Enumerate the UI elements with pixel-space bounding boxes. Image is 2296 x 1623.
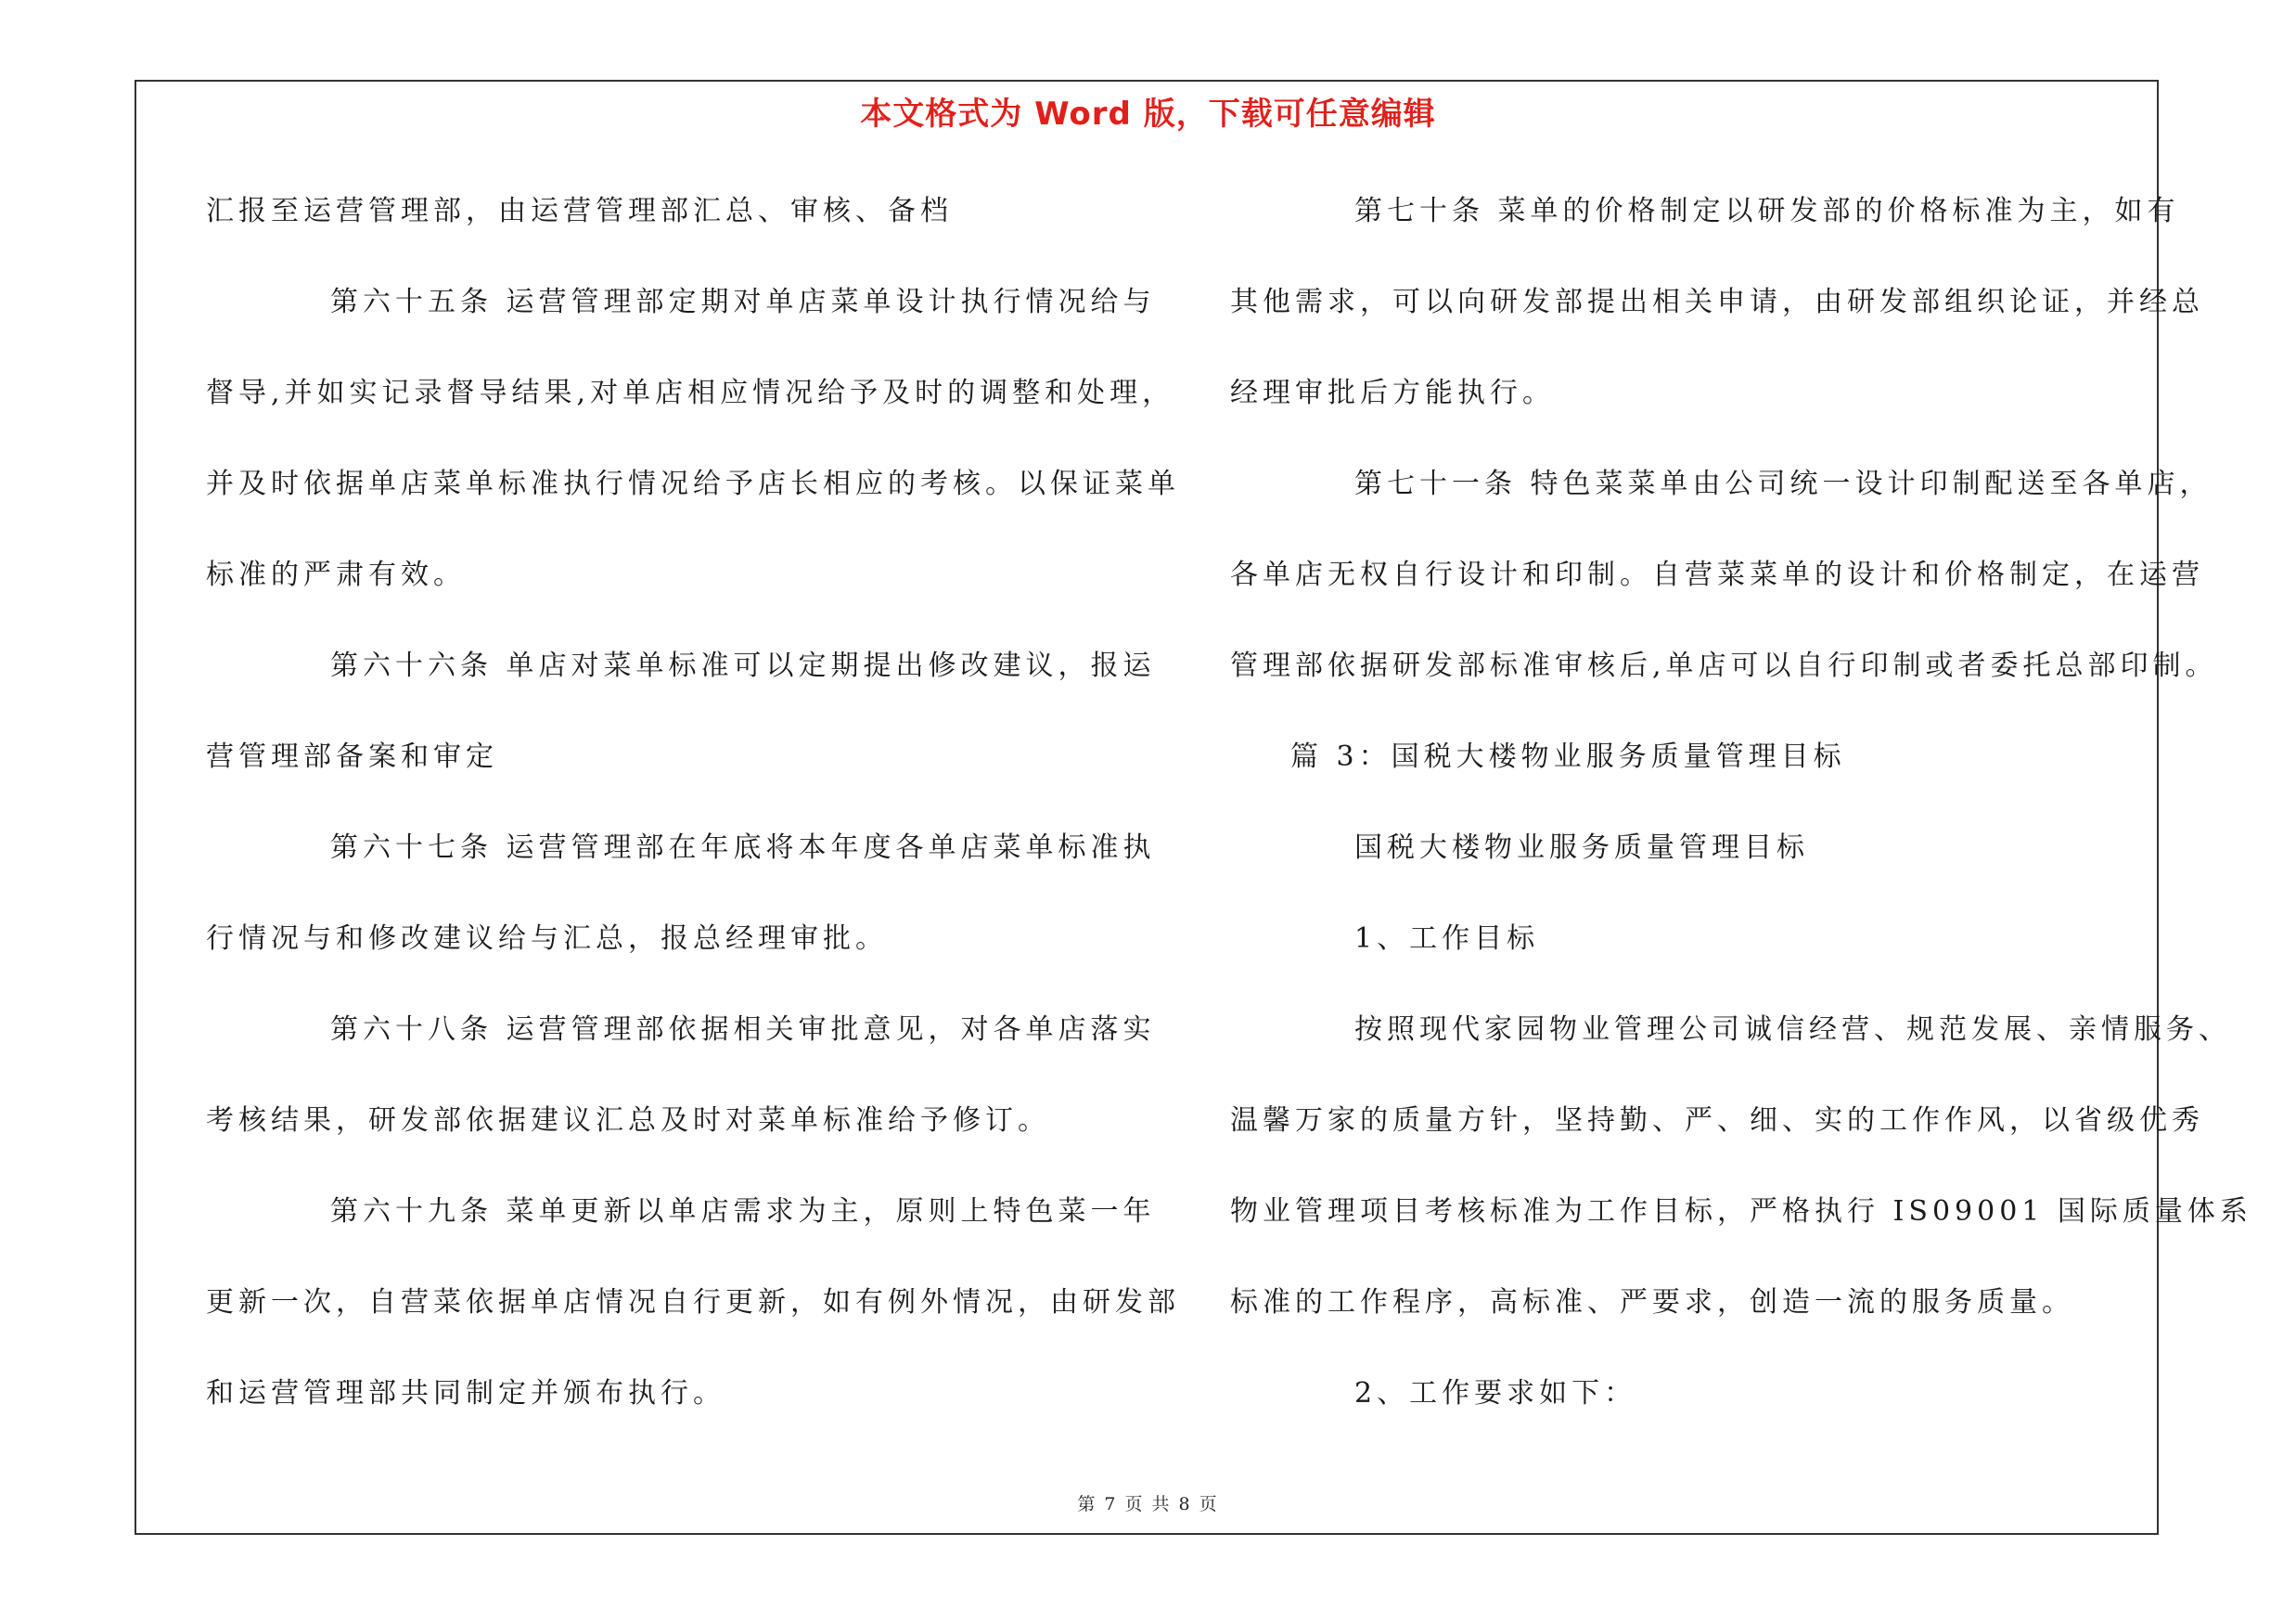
paragraph-line: 第六十六条 单店对菜单标准可以定期提出修改建议，报运 xyxy=(330,650,1156,682)
paragraph-line: 督导,并如实记录督导结果,对单店相应情况给予及时的调整和处理， xyxy=(206,377,1175,409)
paragraph-line: 第七十一条 特色菜菜单由公司统一设计印制配送至各单店， xyxy=(1354,468,2213,500)
paragraph-line: 第六十八条 运营管理部依据相关审批意见，对各单店落实 xyxy=(330,1013,1156,1046)
section-heading: 2、工作要求如下： xyxy=(1354,1377,1637,1410)
paragraph-line: 并及时依据单店菜单标准执行情况给予店长相应的考核。以保证菜单 xyxy=(206,468,1180,500)
page-number: 第 7 页 共 8 页 xyxy=(1077,1494,1219,1514)
paragraph-line: 温馨万家的质量方针，坚持勤、严、细、实的工作作风，以省级优秀 xyxy=(1230,1104,2204,1137)
paragraph-line: 第六十五条 运营管理部定期对单店菜单设计执行情况给与 xyxy=(330,286,1156,318)
section-heading: 1、工作目标 xyxy=(1354,922,1540,955)
paragraph-line: 更新一次，自营菜依据单店情况自行更新，如有例外情况，由研发部 xyxy=(206,1286,1180,1319)
paragraph-line: 标准的严肃有效。 xyxy=(206,559,466,591)
banner-title: 本文格式为 Word 版，下载可任意编辑 xyxy=(860,96,1436,133)
paragraph-line: 各单店无权自行设计和印制。自营菜菜单的设计和价格制定，在运营 xyxy=(1230,559,2204,591)
paragraph-line: 行情况与和修改建议给与汇总，报总经理审批。 xyxy=(206,922,888,955)
paragraph-line: 第七十条 菜单的价格制定以研发部的价格标准为主，如有 xyxy=(1354,195,2180,227)
paragraph-line: 管理部依据研发部标准审核后,单店可以自行印制或者委托总部印制。 xyxy=(1230,650,2218,682)
paragraph-line: 标准的工作程序，高标准、严要求，创造一流的服务质量。 xyxy=(1230,1286,2074,1319)
paragraph-line: 和运营管理部共同制定并颁布执行。 xyxy=(206,1377,725,1410)
paragraph-line: 营管理部备案和审定 xyxy=(206,741,498,773)
paragraph-line: 其他需求，可以向研发部提出相关申请，由研发部组织论证，并经总 xyxy=(1230,286,2204,318)
section-heading: 篇 3：国税大楼物业服务质量管理目标 xyxy=(1290,741,1846,773)
paragraph-line: 物业管理项目考核标准为工作目标，严格执行 IS09001 国际质量体系 xyxy=(1230,1195,2252,1228)
paragraph-line: 按照现代家园物业管理公司诚信经营、规范发展、亲情服务、 xyxy=(1354,1013,2231,1046)
paragraph-line: 汇报至运营管理部，由运营管理部汇总、审核、备档 xyxy=(206,195,953,227)
paragraph-line: 第六十九条 菜单更新以单店需求为主，原则上特色菜一年 xyxy=(330,1195,1156,1228)
section-subtitle: 国税大楼物业服务质量管理目标 xyxy=(1354,831,1809,864)
paragraph-line: 第六十七条 运营管理部在年底将本年度各单店菜单标准执 xyxy=(330,831,1156,864)
paragraph-line: 经理审批后方能执行。 xyxy=(1230,377,1555,409)
left-column xyxy=(206,184,1180,1457)
paragraph-line: 考核结果，研发部依据建议汇总及时对菜单标准给予修订。 xyxy=(206,1104,1050,1137)
right-column xyxy=(1230,184,2252,1457)
